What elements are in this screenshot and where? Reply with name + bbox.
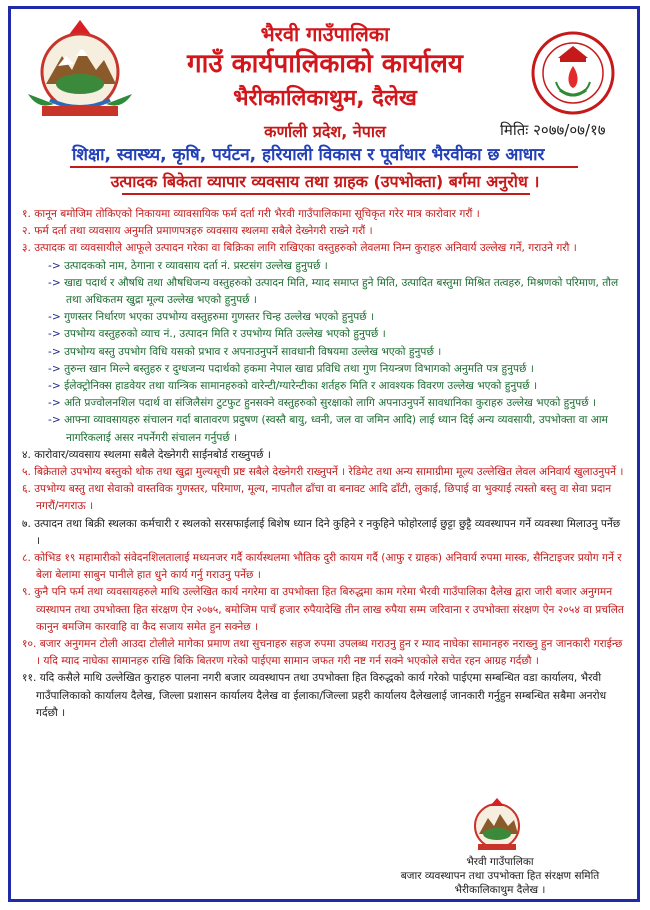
subject-underline	[122, 193, 530, 195]
sub-list-item: -> गुणस्तर निर्धारण भएका उपभोग्य वस्तुहरुमा गुणस्तर चिन्ह उल्लेख भएको हुनुपर्छ ।	[48, 311, 375, 324]
sub-list-item: -> आफ्ना व्यावसायहरु संचालन गर्दा बातावरण प्रदुषण (स्वस्तै बायु, ध्वनी, जल वा जमिन आदि) लाई ध्यान दिई अन्य व्यवसायी, उपभोक्ता वा आम नागरिकलाई असर नपर्नेगरी संचालन गर्नुपर्छ ।	[48, 414, 608, 444]
municipality-name: भैरवी गाउँपालिका	[260, 22, 390, 46]
province-line: कर्णाली प्रदेश, नेपाल	[264, 122, 386, 141]
arrow-icon: ->	[48, 259, 61, 272]
arrow-icon: ->	[48, 276, 61, 289]
arrow-icon: ->	[48, 380, 61, 393]
tagline: शिक्षा, स्वास्थ्य, कृषि, पर्यटन, हरियाली विकास र पूर्वाधार भैरवीका छ आधार	[72, 145, 545, 165]
arrow-icon: ->	[48, 328, 61, 341]
arrow-icon: ->	[48, 311, 61, 324]
tagline-underline	[70, 166, 578, 168]
arrow-icon: ->	[48, 362, 61, 375]
list-item: ६. उपभोग्य बस्तु तथा सेवाको वास्तविक गुणस्तर, परिमाण, मूल्य, नापतौल ढाँचा वा बनावट आदि ढाँटी, लुकाई, छिपाई वा भुक्याई त्यस्तो बस्तु वा सेवा प्रदान नगरौं/नगराऊ ।	[22, 483, 612, 513]
signature-block	[360, 855, 640, 897]
signature-line1: भैरवी गाउँपालिका	[466, 856, 534, 868]
list-item: १०. बजार अनुगमन टोली आउदा टोलीले मागेका प्रमाण तथा सुचनाहरु सहज रुपमा उपलब्ध गराउनु हुन र म्याद नाघेका सामानहरु नराख्नु हुन जानकारी गराईन्छ । यदि म्याद नाघेका सामानहरु राखि बिकि बितरण गरेको पाईएमा सामान जफत गरी नष्ट गर्न सक्ने भएकोले सचेत रहन आग्रह गर्दछौ ।	[22, 638, 623, 668]
list-item: ८. कोभिड १९ महामारीको संवेदनशिलतालाई मध्यनजर गर्दै कार्यस्थलमा भौतिक दुरी कायम गर्दै (आफु र ग्राहक) अनिवार्य रुपमा मास्क, सैनिटाइजर प्रयोग गर्ने र बेला बेलामा साबुन पानीले हात धुने कार्य गर्नु गराउनु पर्नेछ ।	[22, 552, 622, 582]
office-location: भैरीकालिकाथुम, दैलेख	[233, 86, 417, 111]
sub-list-item: -> तुरुन्त खान मिल्ने बस्तुहरु र दुग्धजन्य पदार्थको हकमा नेपाल खाद्य प्रविधि तथा गुण नियन्त्रण विभागको अनुमति पत्र हुनुपर्छ ।	[48, 362, 534, 375]
arrow-icon: ->	[48, 345, 61, 358]
office-title: गाउँ कार्यपालिकाको कार्यालय	[187, 49, 463, 79]
signature-emblem-icon	[464, 796, 530, 852]
date-label: मितिः २०७७/०७/१७	[500, 121, 606, 139]
list-item: ५. बिक्रेताले उपभोग्य बस्तुको थोक तथा खुद्रा मुल्यसूची प्रष्ट सबैले देख्नेगरी राख्नुपर्ने । रेडिमेट तथा अन्य सामाग्रीमा मूल्य उल्लेखित लेवल अनिवार्य खुलाउनुपर्ने ।	[22, 466, 624, 479]
sub-list-item: -> उपभोग्य बस्तु उपभोग विधि यसको प्रभाव र अपनाउनुपर्ने सावधानी विषयमा उल्लेख भएको हुनुपर्छ ।	[48, 345, 442, 358]
list-item: १. कानून बमोजिम तोकिएको निकायमा व्यावसायिक फर्म दर्ता गरी भैरवी गाउँपालिकामा सूचिकृत गरेर मात्र कारोवार गरौं ।	[22, 208, 480, 220]
sub-list-item: -> अति प्रज्वोलनशिल पदार्थ वा संजिलैसंग टुटफुट हुनसक्ने वस्तुहरुको सुरक्षाको लागि अपनाउनुपर्ने सावधानिका कुराहरु उल्लेख भएको हुनुपर्छ ।	[48, 397, 597, 410]
list-item: ११. यदि कसैले माथि उल्लेखित कुराहरु पालना नगरी बजार व्यवस्थापन तथा उपभोक्ता हित विरुद्धको कार्य गरेको पाईएमा सम्बन्धित वडा कार्यालय, भैरवी गाउँपालिकाको कार्यालय दैलेख, जिल्ला प्रशासन कार्यालय दैलेख वा ईलाका/जिल्ला प्रहरी कार्यालय दैलेखलाई जानकारी गर्नुहुन सम्बन्धित सबैमा अनरोध गर्दछौ ।	[22, 672, 607, 719]
sub-list-item: -> ईलेक्ट्रोनिक्स हाडवेयर तथा यान्त्रिक सामानहरुको वारेन्टी/ग्यारेन्टीका शर्तहरु मिति र आवश्यक विवरण उल्लेख भएको हुनुपर्छ ।	[48, 380, 538, 393]
arrow-icon: ->	[48, 397, 61, 410]
subject-line: उत्पादक बिकेता व्यापार व्यवसाय तथा ग्राहक (उपभोक्ता) बर्गमा अनुरोध ।	[110, 172, 540, 191]
list-item: ७. उत्पादन तथा बिक्री स्थलका कर्मचारी र स्थलको सरसफाईलाई बिशेष ध्यान दिने कुहिने र नकुहिने फोहोरलाई छुट्टा छुट्टै व्यवस्थापन गर्ने व्यवस्था मिलाउनु पर्नेछ ।	[22, 517, 621, 547]
signature-line2: बजार व्यवस्थापन तथा उपभोक्ता हित संरक्षण समिति	[400, 870, 600, 882]
sub-list-item: -> उत्पादकको नाम, ठेगाना र व्यावसाय दर्ता नं. प्रस्टसंग उल्लेख हुनुपर्छ ।	[48, 259, 328, 272]
sub-list-item: -> उपभोग्य वस्तुहरुको व्याच नं., उत्पादन मिति र उपभोग्य मिति उल्लेख भएको हुनुपर्छ ।	[48, 328, 386, 341]
signature-line3: भैरीकालिकाथुम दैलेख ।	[454, 884, 546, 896]
list-item: ४. कारोवार/व्यवसाय स्थलमा सबैले देख्नेगरी साईनबोर्ड राख्नुपर्छ ।	[22, 448, 271, 461]
arrow-icon: ->	[48, 414, 61, 427]
list-item: ९. कुनै पनि फर्म तथा व्यवसायहरुले माथि उल्लेखित कार्य नगरेमा वा उपभोक्ता हित बिरुद्धमा काम गरेमा भैरवी गाउँपालिका दैलेख द्वारा जारी बजार अनुगमन व्यस्थापन तथा उपभोक्ता हित संरक्षण ऐन २०७५, बमोजिम पाचँ हजार रुपैयादेखि तीन लाख रुपैया सम्म जरिवाना र उपभोक्ता संरक्षण ऐन २०५४ वा प्रचलित कानुन बमजिम कारवाहि वा कैद सजाय समेत हुन सक्नेछ ।	[22, 586, 624, 633]
sub-list-item: -> खाद्य पदार्थ र औषधि तथा औषधिजन्य वस्तुहरुको उत्पादन मिति, म्याद समाप्त हुने मिति, उत्पादित बस्तुमा मिश्रित तत्वहरु, मिश्रणको परिमाण, तौल तथा अधिकतम खुद्रा मूल्य उल्लेख भएको हुनुपर्छ ।	[48, 276, 619, 307]
notice-body	[22, 206, 626, 722]
list-item: ३. उत्पादक वा व्यवसायीले आफूले उत्पादन गरेका वा बिक्रिका लागि राखिएका वस्तुहरुको लेवलमा निम्न कुराहरु अनिवार्य उल्लेख गर्ने, गराउने गरौ ।	[22, 242, 577, 255]
list-item: २. फर्म दर्ता तथा व्यवसाय अनुमति प्रमाणपत्रहरु व्यवसाय स्थलमा सबैले देख्नेगरी राख्ने गरौं ।	[22, 225, 373, 238]
